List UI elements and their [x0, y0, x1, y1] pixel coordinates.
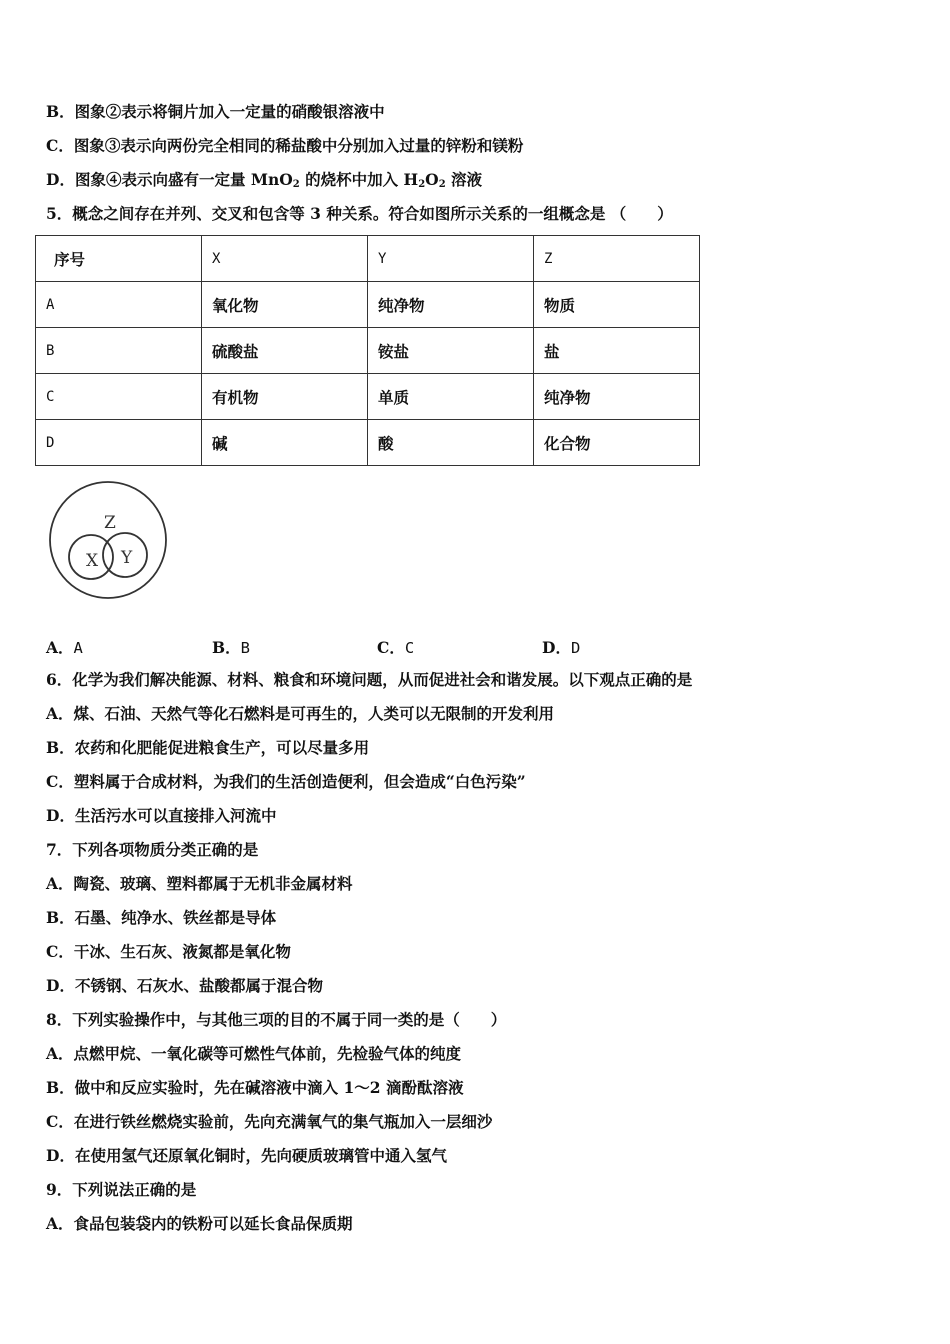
q5-answer-b: B．B [212, 638, 250, 657]
q6-stem: 6．化学为我们解决能源、材料、粮食和环境问题，从而促进社会和谐发展。以下观点正确的是 [46, 670, 693, 689]
table-row [36, 420, 700, 466]
table-cell: 化合物 [534, 420, 700, 466]
label-z: Z [104, 513, 116, 533]
table-header-cell: X [202, 236, 368, 282]
table-cell: 单质 [368, 374, 534, 420]
q6-option-b: B．农药和化肥能促进粮食生产，可以尽量多用 [46, 738, 370, 757]
q4-option-d: D．图象④表示向盛有一定量 MnO$_2$ 的烧杯中加入 $H_2O_2$ 溶液 [46, 170, 483, 190]
table-cell: 有机物 [202, 374, 368, 420]
table-cell: A [36, 282, 202, 328]
table-cell: 纯净物 [534, 374, 700, 420]
table-cell: 盐 [534, 328, 700, 374]
q6-option-a: A．煤、石油、天然气等化石燃料是可再生的，人类可以无限制的开发利用 [46, 704, 555, 723]
table-header-cell: 序号 [36, 236, 202, 282]
q8-option-c: C．在进行铁丝燃烧实验前，先向充满氧气的集气瓶加入一层细沙 [46, 1112, 493, 1131]
q7-option-c: C．干冰、生石灰、液氮都是氧化物 [46, 942, 291, 961]
table-row [36, 328, 700, 374]
venn-diagram [45, 478, 171, 602]
q6-option-c: C．塑料属于合成材料，为我们的生活创造便利，但会造成“白色污染” [46, 772, 526, 791]
table-row [36, 374, 700, 420]
q4-option-b: B．图象②表示将铜片加入一定量的硝酸银溶液中 [46, 102, 385, 121]
table-cell: C [36, 374, 202, 420]
q8-option-a: A．点燃甲烷、一氧化碳等可燃性气体前，先检验气体的纯度 [46, 1044, 462, 1063]
table-row [36, 282, 700, 328]
q5-answer-a: A．A [46, 638, 83, 657]
q8-option-d: D．在使用氢气还原氧化铜时，先向硬质玻璃管中通入氢气 [46, 1146, 447, 1165]
q9-stem: 9．下列说法正确的是 [46, 1180, 197, 1199]
table-cell: 纯净物 [368, 282, 534, 328]
table-cell: 铵盐 [368, 328, 534, 374]
q7-option-a: A．陶瓷、玻璃、塑料都属于无机非金属材料 [46, 874, 353, 893]
table-cell: 硫酸盐 [202, 328, 368, 374]
table-cell: 物质 [534, 282, 700, 328]
q4-option-c: C．图象③表示向两份完全相同的稀盐酸中分别加入过量的锌粉和镁粉 [46, 136, 524, 155]
q7-stem: 7．下列各项物质分类正确的是 [46, 840, 259, 859]
table-header-cell: Y [368, 236, 534, 282]
q8-stem: 8．下列实验操作中，与其他三项的目的不属于同一类的是（ ） [46, 1010, 507, 1029]
table-cell: 酸 [368, 420, 534, 466]
q5-answer-c: C．C [377, 638, 415, 657]
q9-option-a: A．食品包装袋内的铁粉可以延长食品保质期 [46, 1214, 353, 1233]
table-cell: B [36, 328, 202, 374]
q5-stem: 5．概念之间存在并列、交叉和包含等 3 种关系。符合如图所示关系的一组概念是 （ ） [46, 204, 673, 223]
q8-option-b: B．做中和反应实验时，先在碱溶液中滴入 1～2 滴酚酞溶液 [46, 1078, 464, 1097]
q7-option-d: D．不锈钢、石灰水、盐酸都属于混合物 [46, 976, 323, 995]
q7-option-b: B．石墨、纯净水、铁丝都是导体 [46, 908, 277, 927]
table-header-row [36, 236, 700, 282]
table-header-cell: Z [534, 236, 700, 282]
label-x: X [86, 551, 99, 571]
table-cell: D [36, 420, 202, 466]
q5-options-table [35, 235, 700, 466]
q5-answer-d: D．D [542, 638, 581, 657]
table-cell: 氧化物 [202, 282, 368, 328]
table-cell: 碱 [202, 420, 368, 466]
label-y: Y [121, 548, 133, 568]
q6-option-d: D．生活污水可以直接排入河流中 [46, 806, 277, 825]
